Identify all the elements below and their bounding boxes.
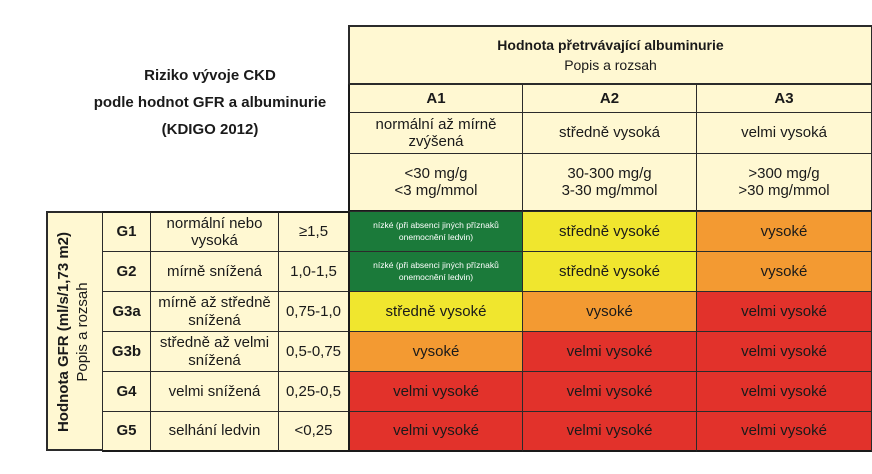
risk-cell-g4-a1: velmi vysoké: [348, 371, 523, 412]
title-line-2: podle hodnot GFR a albuminurie: [93, 94, 327, 111]
gfr-title: Hodnota GFR (ml/s/1,73 m2): [55, 231, 72, 433]
risk-cell-g3b-a1: vysoké: [348, 331, 523, 372]
gfr-row-g1-range: ≥1,5: [278, 211, 349, 252]
column-desc-a1: normální až mírně zvýšená: [348, 112, 523, 154]
risk-cell-g3a-a3: velmi vysoké: [696, 291, 872, 332]
albuminuria-subtitle: Popis a rozsah: [564, 57, 657, 73]
column-code-a2: A2: [522, 84, 697, 113]
risk-cell-g3b-a3: velmi vysoké: [696, 331, 872, 372]
risk-cell-g5-a2: velmi vysoké: [522, 411, 697, 452]
risk-cell-g4-a3: velmi vysoké: [696, 371, 872, 412]
table-title: [60, 62, 360, 143]
gfr-row-g3a-range: 0,75-1,0: [278, 291, 349, 332]
gfr-row-g3a-desc: mírně až středně snížená: [150, 291, 279, 332]
title-line-1: Riziko vývoje CKD: [144, 67, 276, 84]
column-range-a2: [522, 153, 697, 212]
gfr-row-g5-code: G5: [102, 411, 151, 452]
column-range-a3-mg-mmol: >30 mg/mmol: [738, 182, 830, 199]
gfr-row-g3a-code: G3a: [102, 291, 151, 332]
gfr-row-g1-code: G1: [102, 211, 151, 252]
column-range-a2-mg-g: 30-300 mg/g: [567, 164, 652, 182]
risk-cell-g5-a1: velmi vysoké: [348, 411, 523, 452]
gfr-row-g3b-range: 0,5-0,75: [278, 331, 349, 372]
albuminuria-title: Hodnota přetrvávající albuminurie: [497, 36, 724, 53]
albuminuria-header: [348, 25, 872, 84]
gfr-row-g2-range: 1,0-1,5: [278, 251, 349, 292]
risk-cell-g5-a3: velmi vysoké: [696, 411, 872, 452]
risk-cell-g1-a3: vysoké: [696, 211, 872, 252]
column-range-a1-mg-mmol: <3 mg/mmol: [394, 182, 478, 199]
risk-cell-g3a-a2: vysoké: [522, 291, 697, 332]
column-code-a1: A1: [348, 84, 523, 113]
risk-cell-g2-a3: vysoké: [696, 251, 872, 292]
risk-cell-g4-a2: velmi vysoké: [522, 371, 697, 412]
risk-cell-g2-a2: středně vysoké: [522, 251, 697, 292]
column-desc-a3: velmi vysoká: [696, 112, 872, 154]
risk-cell-g1-a1: nízké (při absenci jiných příznaků onemocnění ledvin): [348, 211, 523, 252]
column-range-a2-mg-mmol: 3-30 mg/mmol: [561, 182, 658, 199]
gfr-row-g2-code: G2: [102, 251, 151, 292]
column-range-a1-mg-g: <30 mg/g: [404, 164, 468, 182]
gfr-row-g4-desc: velmi snížená: [150, 371, 279, 412]
gfr-row-g5-desc: selhání ledvin: [150, 411, 279, 452]
gfr-row-g4-range: 0,25-0,5: [278, 371, 349, 412]
gfr-row-g5-range: <0,25: [278, 411, 349, 452]
title-line-3: (KDIGO 2012): [161, 121, 259, 138]
column-desc-a2: středně vysoká: [522, 112, 697, 154]
risk-cell-g3b-a2: velmi vysoké: [522, 331, 697, 372]
gfr-subtitle: Popis a rozsah: [73, 282, 91, 382]
risk-cell-g3a-a1: středně vysoké: [348, 291, 523, 332]
gfr-header: [46, 211, 103, 451]
gfr-row-g3b-desc: středně až velmi snížená: [150, 331, 279, 372]
column-code-a3: A3: [696, 84, 872, 113]
gfr-row-g4-code: G4: [102, 371, 151, 412]
column-range-a3: [696, 153, 872, 212]
column-range-a1: [348, 153, 523, 212]
column-range-a3-mg-g: >300 mg/g: [748, 164, 820, 182]
risk-cell-g1-a2: středně vysoké: [522, 211, 697, 252]
risk-cell-g2-a1: nízké (při absenci jiných příznaků onemocnění ledvin): [348, 251, 523, 292]
gfr-row-g3b-code: G3b: [102, 331, 151, 372]
gfr-row-g1-desc: normální nebo vysoká: [150, 211, 279, 252]
gfr-row-g2-desc: mírně snížená: [150, 251, 279, 292]
